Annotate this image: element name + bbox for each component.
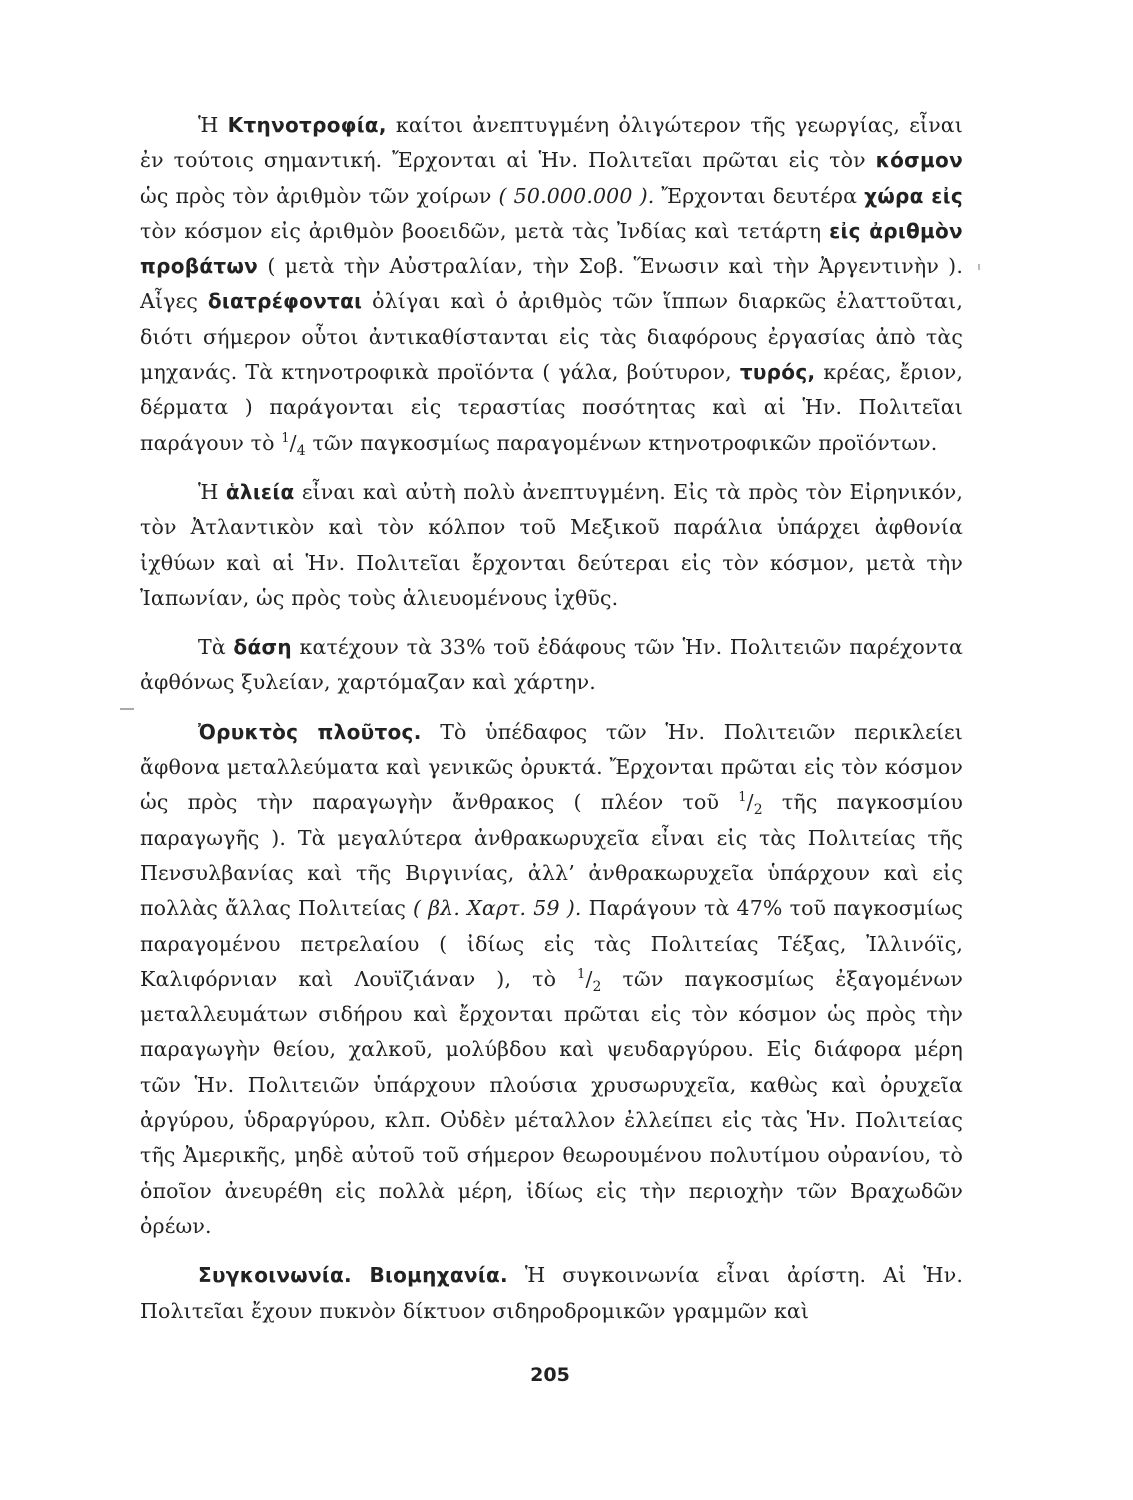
fraction-part: 4 [296, 442, 306, 459]
paragraph-forests [140, 630, 963, 701]
bold-term: χώρα εἰς [864, 183, 963, 208]
bold-term: τυρός, [739, 360, 816, 385]
margin-mark [120, 708, 134, 710]
text-run: Τὰ [198, 635, 234, 660]
italic-text: ( βλ. Χαρτ. 59 ). [413, 896, 582, 921]
paragraph-livestock [140, 108, 963, 461]
paragraph-fishing [140, 475, 963, 616]
text-run: Ἔρχονται δευτέρα [654, 183, 865, 208]
text-run: Ἡ [198, 113, 228, 137]
bold-term: Συγκοινωνία. Βιομηχανία. [198, 1263, 508, 1288]
bold-term: εἰς ἀριθμὸν προβάτων [140, 218, 963, 279]
fraction-part: 1 [281, 430, 290, 446]
page-body [140, 108, 963, 1329]
fraction-part: 2 [592, 978, 602, 995]
fraction-part: 2 [753, 802, 763, 819]
bold-term: Ὀρυκτὸς πλοῦτος. [198, 719, 422, 744]
text-run: κρέας, ἔριον, δέρματα ) παράγονται εἰς τεραστίας ποσότητας καὶ αἱ Ἡν. Πολιτεῖαι παράγουν τὸ [140, 360, 963, 455]
bold-term: ἁλιεία [225, 479, 295, 504]
text-run: Ἡ συγκοινωνία εἶναι ἀρίστη. Αἱ Ἡν. Πολιτεῖαι ἔχουν πυκνὸν δίκτυον σιδηροδρομικῶν γραμμῶν καὶ [140, 1263, 963, 1323]
text-run: Τὸ ὑπέδαφος τῶν Ἡν. Πολιτειῶν περικλείει ἄφθονα μεταλλεύματα καὶ γενικῶς ὀρυκτά. Ἔρχονται πρῶται εἰς τὸν κόσμον ὡς πρὸς τὴν παραγωγὴν ἄνθρακος ( πλέον τοῦ [140, 719, 963, 815]
italic-text: ( 50.000.000 ). [498, 183, 655, 208]
fraction-part: 1 [738, 790, 747, 806]
text-run: ( μετὰ τὴν Αὐστραλίαν, τὴν Σοβ. Ἕνωσιν καὶ τὴν Ἀργεντινὴν ). Αἶγες [140, 254, 963, 314]
text-run: ὀλίγαι καὶ ὁ ἀριθμὸς τῶν ἵππων διαρκῶς ἐλαττοῦται, διότι σήμερον οὗτοι ἀντικαθίστανται εἰς τὰς διαφόρους ἐργασίας ἀπὸ τὰς μηχανάς. Τὰ κτηνοτροφικὰ προϊόντα ( γάλα, βούτυρον, [140, 289, 963, 385]
page-number: 205 [530, 1364, 570, 1386]
text-run: εἶναι καὶ αὐτὴ πολὺ ἀνεπτυγμένη. Εἰς τὰ πρὸς τὸν Εἰρηνικόν, τὸν Ἀτλαντικὸν καὶ τὸν κόλπον τοῦ Μεξικοῦ παράλια ὑπάρχει ἀφθονία ἰχθύων καὶ αἱ Ἡν. Πολιτεῖαι ἔρχονται δεύτεραι εἰς τὸν κόσμον, μετὰ τὴν Ἰαπωνίαν, ὡς πρὸς τοὺς ἁλιευομένους ἰχθῦς. [140, 479, 963, 610]
bold-term: Κτηνοτροφία, [227, 113, 387, 137]
paragraph-communication [140, 1258, 963, 1329]
text-run: / [585, 966, 593, 991]
text-run: καίτοι ἀνεπτυγμένη ὀλιγώτερον τῆς γεωργίας, εἶναι ἐν τούτοις σημαντική. Ἔρχονται αἱ Ἡν. Πολιτεῖαι πρῶται εἰς τὸν [140, 113, 963, 173]
fraction-part: 1 [577, 967, 586, 982]
text-run: / [746, 790, 754, 815]
scan-speck [978, 264, 980, 270]
text-run: τῆς παγκοσμίου παραγωγῆς ). Τὰ μεγαλύτερα ἀνθρακωρυχεῖα εἶναι εἰς τὰς Πολιτείας τῆς Πενσυλβανίας καὶ τῆς Βιργινίας, ἀλλ’ ἀνθρακωρυχεῖα ὑπάρχουν καὶ εἰς πολλὰς ἄλλας Πολιτείας [140, 790, 963, 921]
text-run: τὸν κόσμον εἰς ἀριθμὸν βοοειδῶν, μετὰ τὰς Ἰνδίας καὶ τετάρτη [140, 218, 830, 243]
text-run: τῶν παγκοσμίως παραγομένων κτηνοτροφικῶν προϊόντων. [305, 430, 938, 455]
bold-term: δάση [233, 635, 292, 660]
text-run: / [289, 430, 297, 455]
text-run: κατέχουν τὰ 33% τοῦ ἐδάφους τῶν Ἡν. Πολιτειῶν παρέχοντα ἀφθόνως ξυλείαν, χαρτόμαζαν καὶ χάρτην. [140, 635, 963, 695]
paragraph-minerals [140, 715, 963, 1244]
text-run: Ἡ [198, 479, 226, 504]
text-run: ὡς πρὸς τὸν ἀριθμὸν τῶν χοίρων [140, 183, 499, 208]
text-run: τῶν παγκοσμίως ἐξαγομένων μεταλλευμάτων σιδήρου καὶ ἔρχονται πρῶται εἰς τὸν κόσμον ὡς πρὸς τὴν παραγωγὴν θείου, χαλκοῦ, μολύβδου καὶ ψευδαργύρου. Εἰς διάφορα μέρη τῶν Ἡν. Πολιτειῶν ὑπάρχουν πλούσια χρυσωρυχεῖα, καθὼς καὶ ὀρυχεῖα ἀργύρου, ὑδραργύρου, κλπ. Οὐδὲν μέταλλον ἐλλείπει εἰς τὰς Ἡν. Πολιτείας τῆς Ἀμερικῆς, μηδὲ αὐτοῦ τοῦ σήμερον θεωρουμένου πολυτίμου οὐρανίου, τὸ ὁποῖον ἀνευρέθη εἰς πολλὰ μέρη, ἰδίως εἰς τὴν περιοχὴν τῶν Βραχωδῶν ὀρέων. [140, 966, 964, 1238]
bold-term: διατρέφονται [207, 289, 363, 314]
bold-term: κόσμον [875, 148, 963, 173]
text-run: Παράγουν τὰ 47% τοῦ παγκοσμίως παραγομένου πετρελαίου ( ἰδίως εἰς τὰς Πολιτείας Τέξας, Ἰλλινόϊς, Καλιφόρνιαν καὶ Λουϊζιάναν ), τὸ [140, 896, 963, 991]
